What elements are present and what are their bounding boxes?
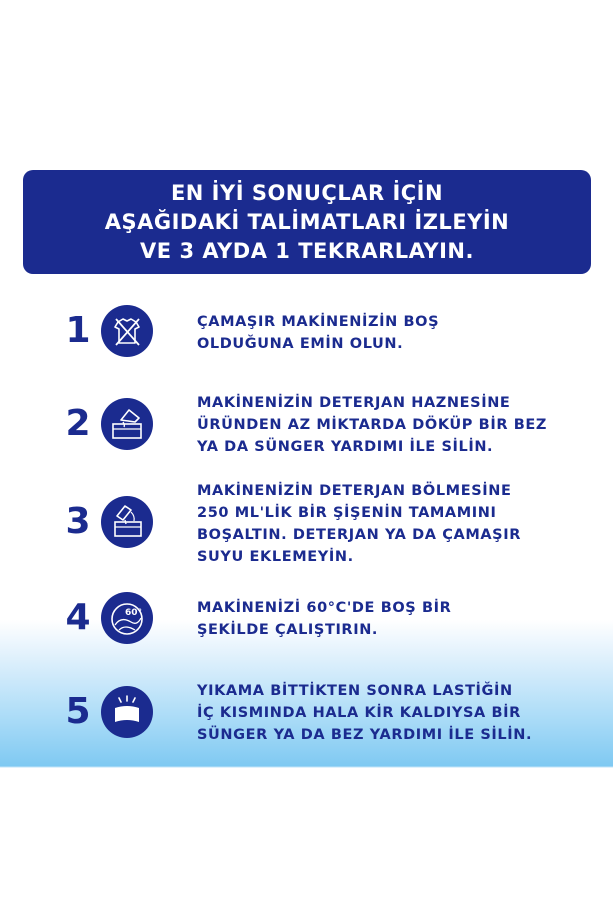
step-line: YA DA SÜNGER YARDIMI İLE SİLİN.	[197, 439, 494, 455]
header-line-3: VE 3 AYDA 1 TEKRARLAYIN.	[140, 238, 474, 263]
step-line: BOŞALTIN. DETERJAN YA DA ÇAMAŞIR	[197, 527, 521, 543]
pour-drawer-icon	[101, 398, 153, 450]
step-text	[197, 680, 532, 746]
step-number: 5	[65, 691, 91, 732]
no-laundry-icon	[101, 305, 153, 357]
step-line: 250 ML'LİK BİR ŞİŞENİN TAMAMINI	[197, 505, 497, 521]
step-line: MAKİNENİZİ 60°C'DE BOŞ BİR	[197, 600, 452, 616]
step-line: ÜRÜNDEN AZ MİKTARDA DÖKÜP BİR BEZ	[197, 417, 548, 433]
step-line: YIKAMA BİTTİKTEN SONRA LASTİĞİN	[197, 683, 513, 699]
step-line: ÇAMAŞIR MAKİNENİZİN BOŞ	[197, 314, 440, 330]
header-line-2: AŞAĞIDAKİ TALİMATLARI İZLEYİN	[104, 209, 510, 234]
wipe-sponge-icon	[101, 686, 153, 738]
step-line: SÜNGER YA DA BEZ YARDIMI İLE SİLİN.	[197, 727, 533, 743]
header-banner	[23, 170, 591, 274]
step-line: MAKİNENİZİN DETERJAN HAZNESİNE	[197, 395, 511, 411]
step-text	[197, 597, 451, 641]
step-line: SUYU EKLEMEYİN.	[197, 549, 354, 565]
drum-60-icon	[101, 592, 153, 644]
step-line: İÇ KISMINDA HALA KİR KALDIYSA BİR	[197, 705, 521, 721]
step-line: MAKİNENİZİN DETERJAN BÖLMESİNE	[197, 483, 512, 499]
step-number: 2	[65, 403, 91, 444]
drum-temp-label: 60°	[125, 608, 143, 618]
step-text	[197, 480, 521, 568]
step-number: 3	[65, 501, 91, 542]
step-text	[197, 311, 439, 355]
header-line-1: EN İYİ SONUÇLAR İÇİN	[170, 180, 444, 205]
pour-bottle-icon	[101, 496, 153, 548]
step-line: ŞEKİLDE ÇALIŞTIRIN.	[197, 622, 379, 638]
step-text	[197, 392, 547, 458]
step-line: OLDUĞUNA EMİN OLUN.	[197, 336, 404, 352]
step-number: 4	[65, 597, 91, 638]
step-number: 1	[65, 310, 91, 351]
